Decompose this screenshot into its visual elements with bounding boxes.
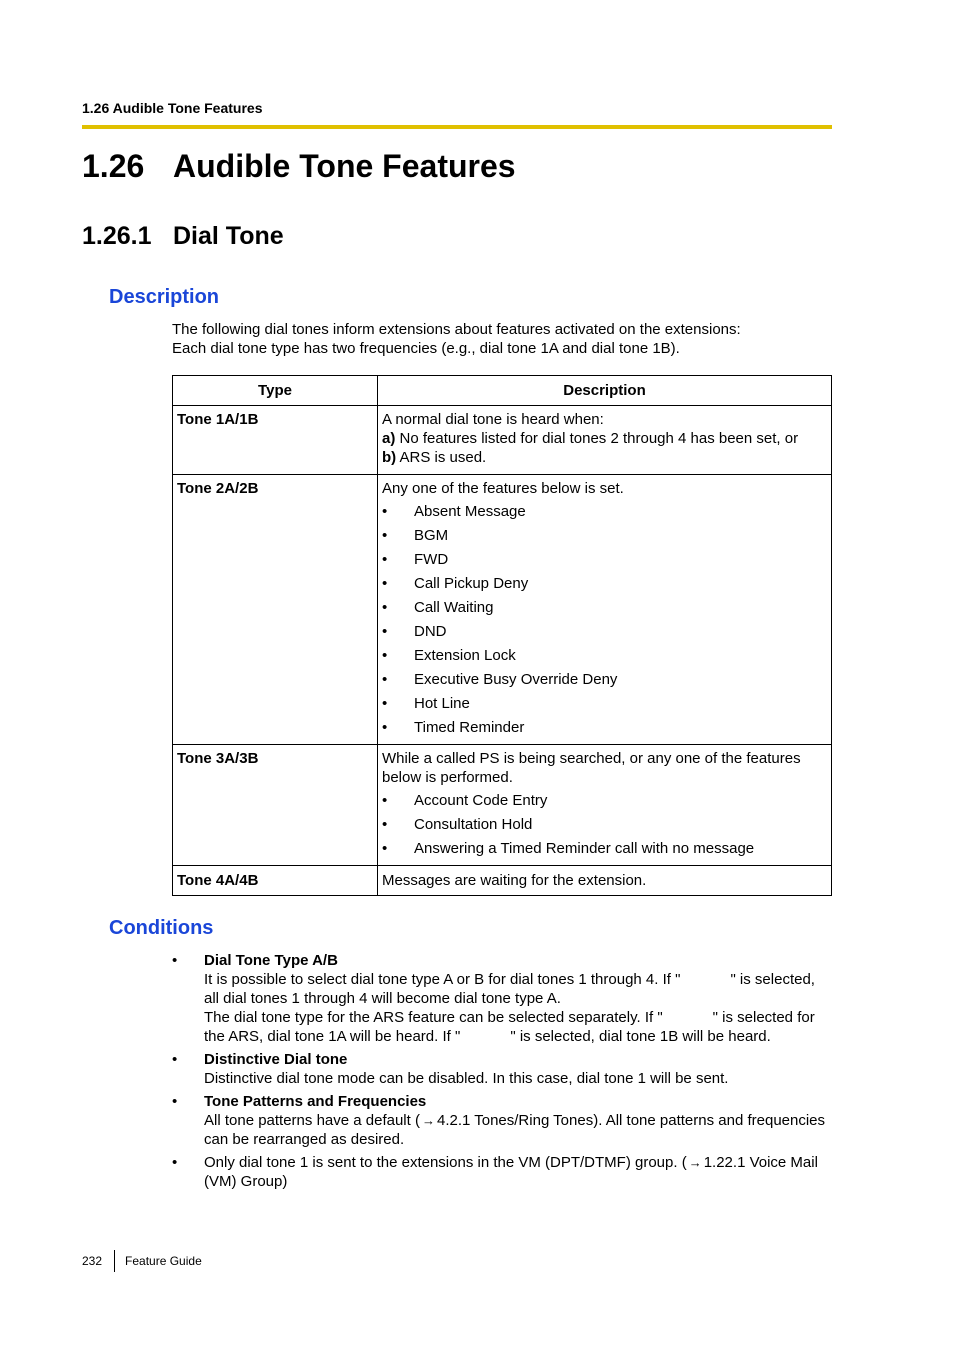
bullet: • <box>172 1093 178 1110</box>
condition-title: Dial Tone Type A/B <box>204 952 338 969</box>
condition-text: It is possible to select dial tone type A or B for dial tones 1 through 4. If " " is selected, all dial tones 1 through 4 will become dial tone type A. <box>204 971 820 1007</box>
row-description-text: A normal dial tone is heard when: <box>382 411 604 428</box>
page-footer <box>82 1250 202 1272</box>
table-row <box>173 475 832 745</box>
list-item: • Account Code Entry <box>382 789 827 813</box>
list-item: • Executive Busy Override Deny <box>382 668 827 692</box>
conditions-heading: Conditions <box>109 917 214 939</box>
condition-text-post: 4.2.1 Tones/Ring Tones). All tone patterns and frequencies can be rearranged as desired. <box>204 1112 826 1148</box>
row-type: Tone 2A/2B <box>173 475 378 745</box>
list-item: • BGM <box>382 524 827 548</box>
list-item: • Answering a Timed Reminder call with no message <box>382 837 827 861</box>
bullet: • <box>172 952 178 969</box>
section-title-text: Audible Tone Features <box>173 148 516 184</box>
condition-text <box>204 1153 832 1191</box>
condition-text-pre: All tone patterns have a default ( <box>204 1112 420 1129</box>
row-type: Tone 1A/1B <box>173 406 378 475</box>
list-item: • FWD <box>382 548 827 572</box>
header-rule <box>82 125 832 129</box>
table-header-row <box>173 376 832 406</box>
subsection-title-text: Dial Tone <box>173 222 284 250</box>
condition-item <box>172 1050 832 1088</box>
condition-title: Tone Patterns and Frequencies <box>204 1093 427 1110</box>
row-description-b <box>382 448 827 467</box>
row-description-text: Any one of the features below is set. <box>382 480 624 497</box>
row-type: Tone 4A/4B <box>173 866 378 896</box>
feature-list <box>382 500 827 740</box>
subsection-title <box>82 222 284 251</box>
footer-divider <box>114 1250 115 1272</box>
list-item: • Call Waiting <box>382 596 827 620</box>
row-description: Messages are waiting for the extension. <box>378 866 832 896</box>
description-heading: Description <box>109 286 220 308</box>
table-row <box>173 406 832 475</box>
condition-item <box>172 1092 832 1149</box>
list-item: • Consultation Hold <box>382 813 827 837</box>
bullet: • <box>172 1154 178 1171</box>
intro-line-2: Each dial tone type has two frequencies (e.g., dial tone 1A and dial tone 1B). <box>172 340 680 357</box>
condition-item <box>172 951 832 1046</box>
running-head: 1.26 Audible Tone Features <box>82 100 263 116</box>
table-row <box>173 745 832 866</box>
table-row <box>173 866 832 896</box>
row-description-a <box>382 429 827 448</box>
condition-title: Distinctive Dial tone <box>204 1051 348 1068</box>
conditions-list <box>172 951 832 1195</box>
condition-text: The dial tone type for the ARS feature can be selected separately. If " " is selected for the ARS, dial tone 1A will be heard. If " " is selected, dial tone 1B will be heard. <box>204 1009 819 1045</box>
section-title <box>82 148 516 185</box>
row-description-text: While a called PS is being searched, or any one of the features below is performed. <box>382 750 801 786</box>
footer-title: Feature Guide <box>125 1254 202 1268</box>
label-a: a) <box>382 430 396 447</box>
section-number: 1.26 <box>82 148 145 184</box>
description-intro <box>172 320 741 358</box>
feature-list <box>382 789 827 861</box>
row-description <box>378 406 832 475</box>
list-item: • Call Pickup Deny <box>382 572 827 596</box>
list-item: • Absent Message <box>382 500 827 524</box>
condition-text-post: 1.22.1 Voice Mail (VM) Group) <box>204 1154 818 1190</box>
row-type: Tone 3A/3B <box>173 745 378 866</box>
page-number: 232 <box>82 1254 103 1268</box>
label-b: b) <box>382 449 397 466</box>
header-type: Type <box>173 376 378 406</box>
dial-tone-table <box>172 375 832 896</box>
condition-text-pre: Only dial tone 1 is sent to the extensions in the VM (DPT/DTMF) group. ( <box>204 1154 687 1171</box>
text-a: No features listed for dial tones 2 through 4 has been set, or <box>395 430 799 447</box>
intro-line-1: The following dial tones inform extensions about features activated on the extensions: <box>172 321 741 338</box>
bullet: • <box>172 1051 178 1068</box>
list-item: • Timed Reminder <box>382 716 827 740</box>
row-description <box>378 475 832 745</box>
condition-text <box>204 1111 832 1149</box>
list-item: • Hot Line <box>382 692 827 716</box>
condition-item <box>172 1153 832 1191</box>
row-description <box>378 745 832 866</box>
header-description: Description <box>378 376 832 406</box>
subsection-number: 1.26.1 <box>82 222 152 250</box>
condition-text: Distinctive dial tone mode can be disabled. In this case, dial tone 1 will be sent. <box>204 1070 729 1087</box>
list-item: • Extension Lock <box>382 644 827 668</box>
text-b: ARS is used. <box>396 449 487 466</box>
list-item: • DND <box>382 620 827 644</box>
cross-reference-arrow-icon: → <box>421 1113 435 1128</box>
cross-reference-arrow-icon: → <box>688 1155 702 1170</box>
